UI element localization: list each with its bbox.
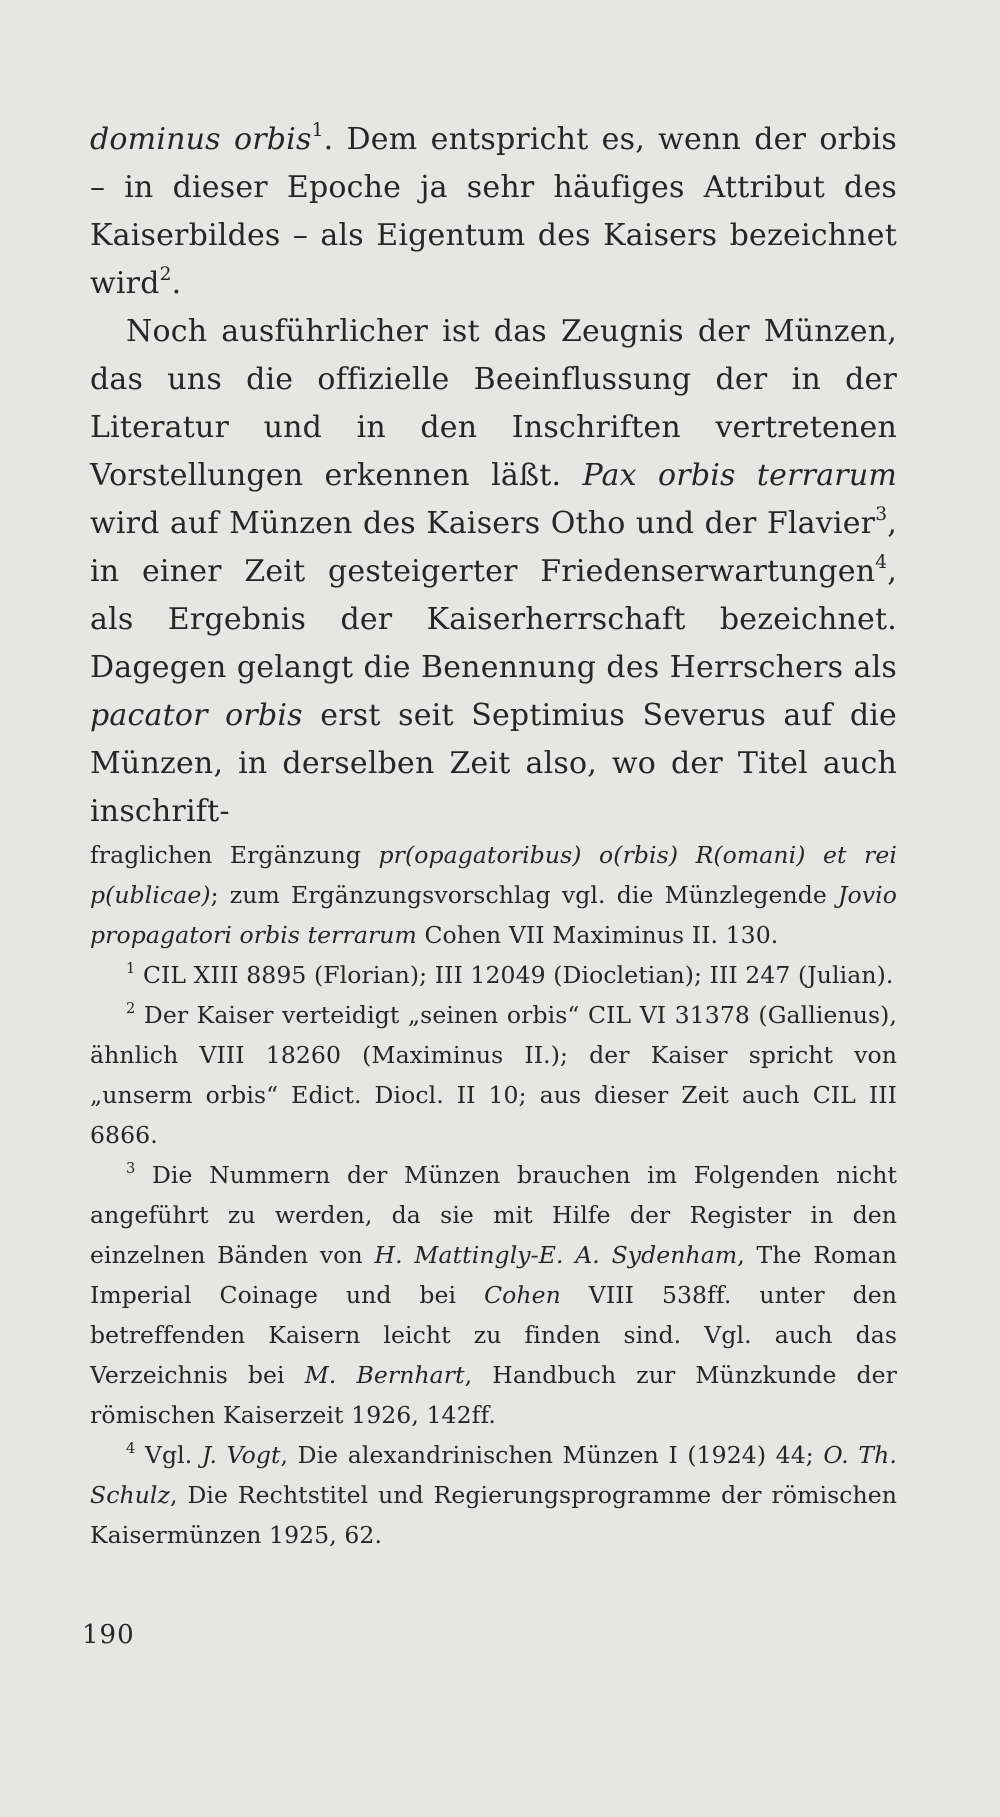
- paragraph-text: wird auf Münzen des Kaisers Otho und der Flavier: [90, 506, 876, 541]
- paragraph-1: [90, 116, 897, 308]
- footnote-text: fraglichen Ergänzung: [90, 841, 379, 869]
- footnote-ref: 4: [875, 551, 888, 573]
- italic-phrase: dominus orbis: [90, 122, 312, 157]
- italic-phrase: Pax orbis terrarum: [582, 458, 897, 493]
- footnote-text: CIL XIII 8895 (Florian); III 12049 (Diocletian); III 247 (Julian).: [135, 961, 894, 989]
- footnote-text: Vgl.: [135, 1441, 202, 1469]
- paragraph-text: .: [171, 266, 182, 301]
- footnote-text: Der Kaiser verteidigt „seinen orbis“ CIL VI 31378 (Gallienus), ähnlich VIII 18260 (Maximinus II.); der Kaiser spricht von „unserm orbis“ Edict. Diocl. II 10; aus dieser Zeit auch CIL III 6866.: [90, 1001, 897, 1149]
- footnote-number: 4: [126, 1439, 136, 1457]
- paragraph-text: , in einer Zeit gesteigerter Friedenserwartungen: [90, 506, 897, 589]
- page-number: 190: [82, 1620, 135, 1650]
- footnote-number: 2: [126, 999, 136, 1017]
- footnote-text: , Die Rechtstitel und Regierungsprogramme der römischen Kaisermünzen 1925, 62.: [90, 1481, 897, 1549]
- footnote-text: ; zum Ergänzungsvorschlag vgl. die Münzlegende: [210, 881, 838, 909]
- footnote-number: 1: [126, 959, 136, 977]
- footnote-text: , Handbuch zur Münzkunde der römischen Kaiserzeit 1926, 142ff.: [90, 1361, 897, 1429]
- footnote-text: Die Nummern der Münzen brauchen im Folgenden nicht angeführt zu werden, da sie mit Hilfe der Register in den einzelnen Bänden von: [90, 1161, 897, 1269]
- italic-phrase: pacator orbis: [90, 698, 303, 733]
- italic-phrase: Jovio propagatori orbis terrarum: [90, 881, 897, 949]
- footnotes: [90, 835, 897, 1555]
- footnote-number: 3: [126, 1159, 136, 1177]
- paragraph-text: . Dem entspricht es, wenn der orbis – in dieser Epoche ja sehr häufiges Attribut des Kaiserbildes – als Eigentum des Kaisers bezeichnet wird: [90, 122, 897, 301]
- main-text: [90, 116, 897, 836]
- footnote-text: , The Roman Imperial Coinage und bei: [90, 1241, 898, 1309]
- paragraph-text: Noch ausführlicher ist das Zeugnis der Münzen, das uns die offizielle Beeinflussung der in der Literatur und in den Inschriften vertretenen Vorstellungen erkennen läßt.: [90, 314, 897, 493]
- footnote-text: , Die alexandrinischen Münzen I (1924) 44;: [280, 1441, 824, 1469]
- italic-phrase: Cohen: [484, 1281, 561, 1309]
- italic-phrase: O. Th. Schulz: [90, 1441, 897, 1509]
- paragraph-text: , als Ergebnis der Kaiserherrschaft bezeichnet. Dagegen gelangt die Benennung des Herrschers als: [90, 554, 897, 685]
- footnote-text: VIII 538ff. unter den betreffenden Kaisern leicht zu finden sind. Vgl. auch das Verzeichnis bei: [90, 1281, 897, 1389]
- paragraph-text: erst seit Septimius Severus auf die Münzen, in derselben Zeit also, wo der Titel auch inschrift-: [90, 698, 897, 829]
- footnote-continuation: [90, 835, 897, 955]
- italic-phrase: pr(opagatoribus) o(rbis) R(omani) et rei p(ublicae): [90, 841, 897, 909]
- italic-phrase: H. Mattingly-E. A. Sydenham: [374, 1241, 738, 1269]
- footnote-1: [90, 955, 897, 995]
- footnote-text: Cohen VII Maximinus II. 130.: [416, 921, 779, 949]
- footnote-ref: 3: [875, 503, 888, 525]
- italic-phrase: M. Bernhart: [304, 1361, 465, 1389]
- footnote-2: [90, 995, 897, 1155]
- footnote-4: [90, 1435, 897, 1555]
- footnote-ref: 2: [159, 263, 172, 285]
- footnote-3: [90, 1155, 897, 1435]
- italic-phrase: J. Vogt: [201, 1441, 281, 1469]
- footnote-ref: 1: [311, 119, 324, 141]
- paragraph-2: [90, 308, 897, 836]
